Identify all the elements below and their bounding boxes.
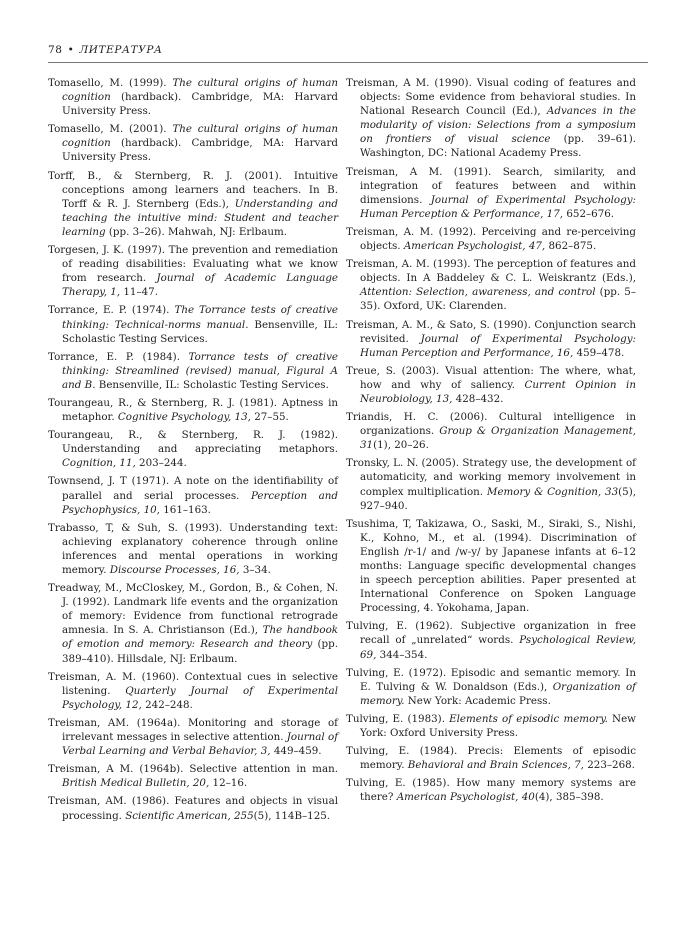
reference-italic-segment: Discourse Processes, 16, <box>109 564 240 576</box>
reference-text-segment: Tulving, E. (1972). Episodic and semantic memory. In E. Tulving & W. Donaldson (Eds.), <box>346 666 636 693</box>
reference-entry <box>48 521 338 577</box>
reference-text-segment: 652–676. <box>563 207 615 220</box>
reference-italic-segment: American Psychologist, 47, <box>403 240 546 253</box>
reference-text-segment: Tomasello, M. (2001). <box>48 123 173 136</box>
section-title: ЛИТЕРАТУРА <box>79 44 163 56</box>
reference-entry <box>346 225 636 253</box>
reference-text-segment: 27–55. <box>250 411 289 424</box>
reference-entry <box>48 716 338 758</box>
reference-text-segment: Bensenville, IL: Scholastic Testing Services. <box>95 378 329 391</box>
reference-entry <box>346 165 636 221</box>
reference-text-segment: Tulving, E. (1984). Precis: Elements of episodic memory. <box>346 745 636 772</box>
reference-italic-segment: Psychological Review, 69, <box>360 634 636 661</box>
reference-text-segment: Treue, S. (2003). Visual attention: The where, what, how and why of saliency. <box>346 364 636 391</box>
reference-italic-segment: Journal of Experimental Psychology: Human Perception and Performance, 16, <box>360 332 636 359</box>
reference-italic-segment: Cognition, 11, <box>62 457 136 470</box>
reference-entry <box>346 517 636 616</box>
reference-entry <box>48 794 338 822</box>
header-rule <box>48 62 648 63</box>
reference-text-segment: (pp. 3–26). Mahwah, NJ: Erlbaum. <box>105 225 288 238</box>
reference-text-segment: Tulving, E. (1983). <box>346 712 450 725</box>
reference-entry <box>48 581 338 666</box>
reference-italic-segment: British Medical Bulletin, 20, <box>62 777 210 790</box>
reference-italic-segment: Organization of memory. <box>360 680 636 707</box>
reference-text-segment: 223–268. <box>583 759 635 772</box>
reference-text-segment: (hardback). Cambridge, MA: Harvard University Press. <box>62 91 338 118</box>
reference-entry <box>48 474 338 516</box>
reference-italic-segment: Torrance tests of creative thinking: Streamlined (revised) manual, Figural A and B. <box>62 350 338 391</box>
right-column <box>346 76 636 809</box>
reference-italic-segment: The handbook of emotion and memory: Research and theory <box>62 624 339 651</box>
reference-italic-segment: Quarterly Journal of Experimental Psychology, 12, <box>62 684 338 711</box>
reference-italic-segment: Perception and Psychophysics, 10, <box>62 489 338 516</box>
reference-text-segment: Treisman, A. M. (1992). Perceiving and re-perceiving objects. <box>346 225 636 253</box>
reference-text-segment: Treisman, A M. (1990). Visual coding of features and objects: Some evidence from behavioral studies. In National Research Council (Ed.), <box>346 77 636 118</box>
page-number: 78 <box>48 44 63 56</box>
reference-italic-segment: Scientific American, 255 <box>125 809 254 822</box>
reference-text-segment: 344–354. <box>376 648 428 661</box>
reference-text-segment: 242–248. <box>141 698 193 711</box>
reference-text-segment: (pp. 389–410). Hillsdale, NJ: Erlbaum. <box>62 638 338 665</box>
reference-text-segment: 11–47. <box>120 286 158 299</box>
reference-entry <box>48 762 338 790</box>
reference-text-segment: 449–459. <box>270 745 322 758</box>
reference-text-segment: Tronsky, L. N. (2005). Strategy use, the development of automaticity, and working memory involvement in complex multiplication. <box>346 457 636 498</box>
reference-entry <box>346 619 636 661</box>
reference-text-segment: (pp. 5–35). Oxford, UK: Clarenden. <box>360 286 636 313</box>
reference-italic-segment: Attention: Selection, awareness, and control <box>360 286 596 299</box>
reference-text-segment: Treisman, AM. (1964a). Monitoring and storage of irrelevant messages in selective attention. <box>48 716 338 744</box>
reference-text-segment: 3–34. <box>239 564 271 576</box>
reference-italic-segment: Journal of Experimental Psychology: Human Perception & Performance, 17, <box>360 193 636 220</box>
reference-text-segment: Treisman, A M. (1991). Search, similarity, and integration of features between and within dimensions. <box>346 165 636 206</box>
reference-text-segment: 161–163. <box>159 503 211 516</box>
reference-italic-segment: The cultural origins of human cognition <box>62 123 338 150</box>
reference-text-segment: (5), 114B–125. <box>253 809 331 822</box>
reference-text-segment: Tulving, E. (1962). Subjective organization in free recall of „unrelated“ words. <box>346 620 636 647</box>
reference-entry <box>346 410 636 452</box>
reference-italic-segment: Cognitive Psychology, 13, <box>117 411 251 424</box>
reference-text-segment: Triandis, H. C. (2006). Cultural intelligence in organizations. <box>346 411 636 438</box>
reference-text-segment: Treisman, A. M. (1993). The perception of features and objects. In A Baddeley & C. L. Weiskrantz (Eds.), <box>346 258 636 285</box>
reference-text-segment: Trabasso, T, & Suh, S. (1993). Understanding text: achieving explanatory coherence through online inferences and mental operations in working memory. <box>48 521 338 576</box>
running-header <box>48 44 648 56</box>
reference-entry <box>48 76 338 118</box>
reference-entry <box>48 303 338 345</box>
reference-text-segment: Torrance, E. P. (1984). <box>48 350 189 363</box>
reference-text-segment: Tulving, E. (1985). How many memory systems are there? <box>346 777 636 804</box>
reference-text-segment: Townsend, J. T (1971). A note on the identifiability of parallel and serial processes. <box>48 475 338 502</box>
reference-italic-segment: Journal of Verbal Learning and Verbal Behavior, 3, <box>62 731 339 758</box>
reference-entry <box>48 169 338 239</box>
reference-text-segment: Tsushima, T, Takizawa, O., Saski, M., Siraki, S., Nishi, K., Kohno, M., et al. (1994). Discrimination of English /r-1/ and /w-y/ by Japanese infants at 6–12 months: Language specific developmental changes in speech perception abilities. Paper presented at International Conference on Spoken Language Processing, 4. Yokohama, Japan. <box>346 517 636 615</box>
reference-italic-segment: The Torrance tests of creative thinking: Technical-norms manual. <box>62 304 339 331</box>
reference-text-segment: 203–244. <box>135 457 187 470</box>
reference-text-segment: Torff, B., & Sternberg, R. J. (2001). Intuitive conceptions among learners and teachers. In B. Torff & R. J. Sternberg (Eds.), <box>48 169 338 210</box>
reference-text-segment: Tourangeau, R., & Sternberg, R. J. (1981). Aptness in metaphor. <box>48 396 338 424</box>
reference-text-segment: (5), 927–940. <box>360 485 636 512</box>
reference-italic-segment: Current Opinion in Neurobiology, 13, <box>360 378 636 405</box>
reference-entry <box>346 456 636 512</box>
reference-text-segment: 862–875. <box>545 240 597 253</box>
reference-text-segment: 428–432. <box>452 392 504 405</box>
reference-italic-segment: American Psychologist, 40 <box>396 791 535 804</box>
reference-text-segment: Tourangeau, R., & Sternberg, R. J. (1982). Understanding and appreciating metaphors. <box>48 429 338 456</box>
reference-text-segment: Torgesen, J. K. (1997). The prevention and remediation of reading disabilities: Evaluating what we know from research. <box>48 244 338 285</box>
reference-text-segment: New York: Academic Press. <box>404 694 551 707</box>
reference-text-segment: Treisman, A. M., & Sato, S. (1990). Conjunction search revisited. <box>346 318 636 345</box>
reference-text-segment: Bensenville, IL: Scholastic Testing Services. <box>62 318 338 345</box>
reference-text-segment: Treadway, M., McCloskey, M., Gordon, B., & Cohen, N. J. (1992). Landmark life events and the organization of memory: Evidence from functional retrograde amnesia. In S. A. Christianson (Ed.), <box>48 582 338 637</box>
reference-italic-segment: Memory & Cognition, 33 <box>486 485 619 498</box>
reference-italic-segment: Behavioral and Brain Sciences, 7, <box>407 759 584 772</box>
reference-entry <box>346 364 636 406</box>
reference-text-segment: 459–478. <box>573 346 625 359</box>
reference-text-segment: 12–16. <box>209 777 248 790</box>
reference-italic-segment: Elements of episodic memory. <box>449 712 608 725</box>
reference-entry <box>48 396 338 424</box>
reference-entry <box>48 122 338 164</box>
reference-text-segment: (4), 385–398. <box>534 791 604 804</box>
reference-italic-segment: Understanding and teaching the intuitive mind: Student and teacher learning <box>62 197 338 238</box>
reference-entry <box>48 350 338 392</box>
header-bullet: • <box>67 44 75 56</box>
left-column <box>48 76 338 827</box>
reference-entry <box>48 428 338 470</box>
reference-entry <box>48 243 338 299</box>
reference-entry <box>346 776 636 804</box>
reference-text-segment: Treisman, AM. (1986). Features and objects in visual processing. <box>48 795 338 822</box>
reference-entry <box>346 318 636 360</box>
reference-entry <box>346 744 636 772</box>
reference-text-segment: Tomasello, M. (1999). <box>48 77 173 89</box>
reference-italic-segment: Journal of Academic Language Therapy, 1, <box>62 272 339 299</box>
reference-entry <box>48 670 338 712</box>
reference-italic-segment: Group & Organization Management, 31 <box>360 425 636 452</box>
reference-text-segment: (pp. 39–61). Washington, DC: National Academy Press. <box>360 133 636 160</box>
reference-entry <box>346 257 636 313</box>
reference-entry <box>346 712 636 740</box>
reference-text-segment: Torrance, E. P. (1974). <box>48 304 175 317</box>
reference-text-segment: Treisman, A M. (1964b). Selective attention in man. <box>48 763 338 776</box>
reference-entry <box>346 76 636 161</box>
reference-text-segment: Treisman, A. M. (1960). Contextual cues in selective listening. <box>48 670 338 697</box>
reference-italic-segment: Advances in the modularity of vision: Selections from a symposium on frontiers of visual science <box>360 105 636 146</box>
reference-entry <box>346 666 636 708</box>
reference-text-segment: (hardback). Cambridge, MA: Harvard University Press. <box>62 137 338 164</box>
reference-text-segment: (1), 20–26. <box>373 439 429 452</box>
reference-text-segment: New York: Oxford University Press. <box>360 712 636 740</box>
reference-italic-segment: The cultural origins of human cognition <box>62 77 338 104</box>
